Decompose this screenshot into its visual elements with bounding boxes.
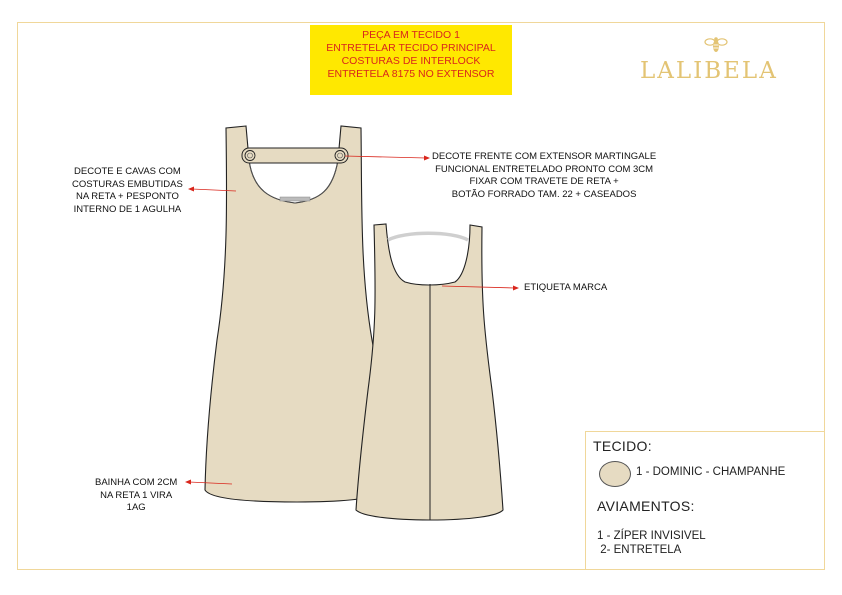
trim-item: 2- ENTRETELA — [597, 544, 682, 556]
covered-button-right — [335, 151, 345, 161]
fabric-item: 1 - DOMINIC - CHAMPANHE — [636, 466, 786, 478]
covered-button-left — [245, 151, 255, 161]
brand-logo: LALIBELA — [640, 58, 778, 84]
fabric-heading: TECIDO: — [593, 438, 652, 454]
neckline-note: DECOTE E CAVAS COM COSTURAS EMBUTIDAS NA RETA + PESPONTO INTERNO DE 1 AGULHA — [72, 166, 183, 215]
hem-note: BAINHA COM 2CM NA RETA 1 VIRA 1AG — [95, 477, 178, 513]
production-note-line: PEÇA EM TECIDO 1 — [362, 29, 460, 41]
back-neck-binding — [388, 233, 468, 240]
martingale-extender — [242, 148, 348, 163]
production-note-line: ENTRETELAR TECIDO PRINCIPAL — [326, 42, 496, 54]
fabric-swatch — [599, 461, 631, 487]
front-dress-body — [205, 126, 388, 502]
production-note-line: COSTURAS DE INTERLOCK — [341, 55, 481, 67]
extender-note: DECOTE FRENTE COM EXTENSOR MARTINGALE FUNCIONAL ENTRETELADO PRONTO COM 3CM FIXAR COM TRAVETE DE RETA + BOTÃO FORRADO TAM. 22 + CASEADOS — [432, 151, 657, 200]
back-neck-label-strip — [280, 197, 310, 201]
front-view — [205, 126, 388, 502]
materials-legend — [585, 431, 825, 570]
production-note-line: ENTRETELA 8175 NO EXTENSOR — [327, 68, 495, 80]
trim-item: 1 - ZÍPER INVISIVEL — [597, 530, 706, 542]
trims-heading: AVIAMENTOS: — [597, 498, 695, 514]
label-note: ETIQUETA MARCA — [524, 282, 608, 293]
back-view — [356, 224, 503, 520]
